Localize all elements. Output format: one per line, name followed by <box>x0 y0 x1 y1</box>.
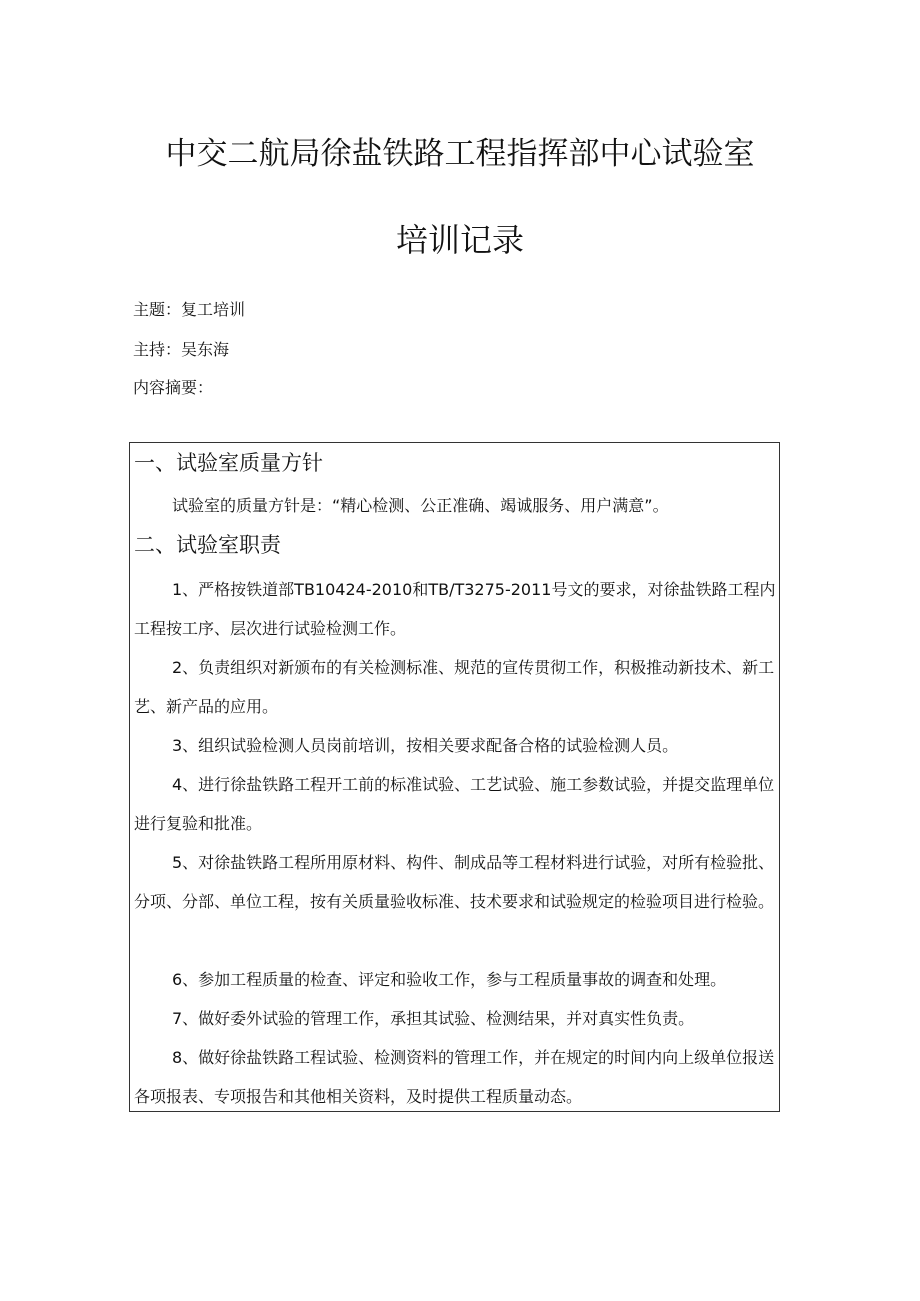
duty-item-6: 6、参加工程质量的检查、评定和验收工作，参与工程质量事故的调查和处理。 <box>172 970 727 989</box>
summary-label: 内容摘要： <box>133 378 214 397</box>
duty-item-5: 5、对徐盐铁路工程所用原材料、构件、制成品等工程材料进行试验，对所有检验批、分项、分部、单位工程，按有关质量验收标准、技术要求和试验规定的检验项目进行检验。 <box>134 853 775 911</box>
section-heading-quality-policy: 一、试验室质量方针 <box>134 451 323 475</box>
content-box <box>129 442 780 1112</box>
duty-item-8: 8、做好徐盐铁路工程试验、检测资料的管理工作，并在规定的时间内向上级单位报送各项报表、专项报告和其他相关资料，及时提供工程质量动态。 <box>134 1048 775 1106</box>
duty-item-4: 4、进行徐盐铁路工程开工前的标准试验、工艺试验、施工参数试验，并提交监理单位进行复验和批准。 <box>134 775 775 833</box>
duty-item-7: 7、做好委外试验的管理工作，承担其试验、检测结果，并对真实性负责。 <box>172 1009 695 1028</box>
duty-item-3: 3、组织试验检测人员岗前培训，按相关要求配备合格的试验检测人员。 <box>172 736 679 755</box>
duty-item-2: 2、负责组织对新颁布的有关检测标准、规范的宣传贯彻工作，积极推动新技术、新工艺、新产品的应用。 <box>134 658 775 716</box>
subject-line: 主题：复工培训 <box>133 300 246 319</box>
duty-item-1: 1、严格按铁道部TB10424-2010和TB/T3275-2011号文的要求，对徐盐铁路工程内工程按工序、层次进行试验检测工作。 <box>134 580 776 638</box>
section-heading-duties: 二、试验室职责 <box>134 533 281 557</box>
quality-policy-text: 试验室的质量方针是：“精心检测、公正准确、竭诚服务、用户满意”。 <box>172 496 669 515</box>
host-line: 主持：吴东海 <box>133 340 230 359</box>
document-title: 培训记录 <box>395 221 524 259</box>
organization-title: 中交二航局徐盐铁路工程指挥部中心试验室 <box>165 136 755 172</box>
